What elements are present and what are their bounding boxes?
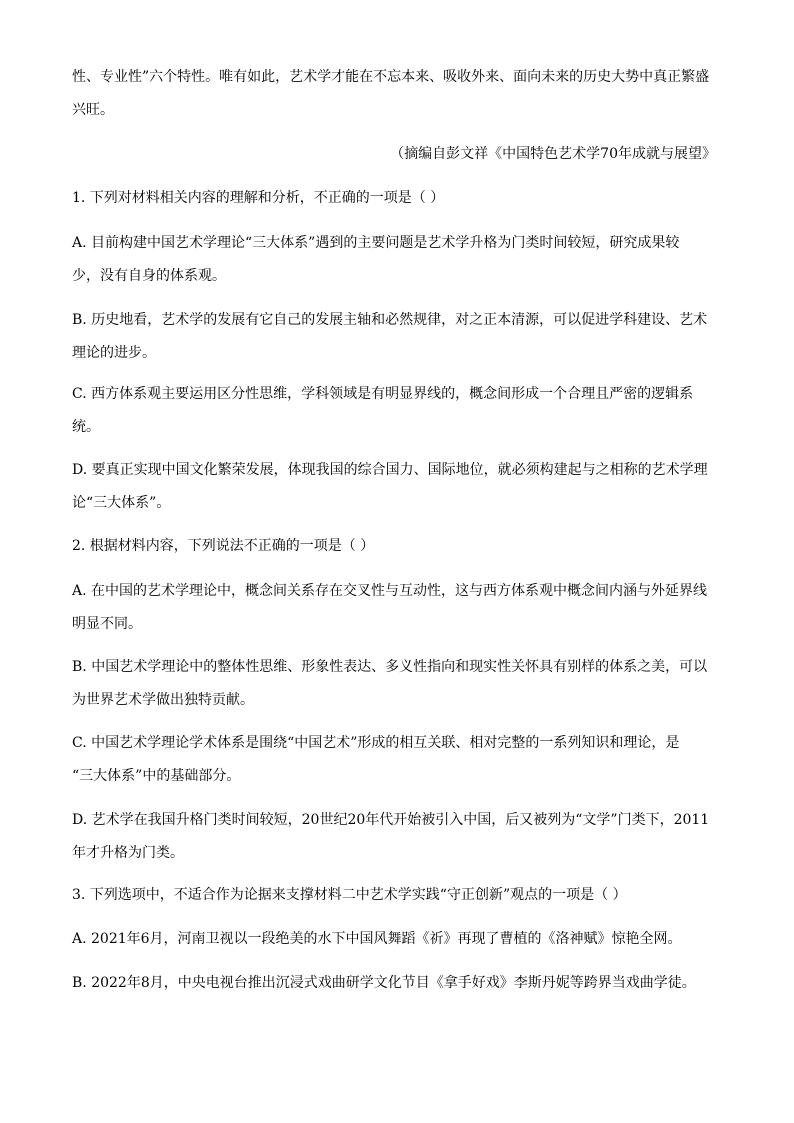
question-1-stem: 1. 下列对材料相关内容的理解和分析，不正确的一项是（ ） [72,190,445,206]
question-2-option-c-line-1: C. 中国艺术学理论学术体系是围绕“中国艺术”形成的相互关联、相对完整的一系列知识和理论，是 [72,735,680,751]
source-citation: （摘编自彭文祥《中国特色艺术学70年成就与展望》 [390,146,716,162]
question-1-option-c-line-1: C. 西方体系观主要运用区分性思维，学科领域是有明显界线的，概念间形成一个合理且严密的逻辑系 [72,386,694,402]
question-2-option-b-line-1: B. 中国艺术学理论中的整体性思维、形象性表达、多义性指向和现实性关怀具有别样的体系之美，可以 [72,659,708,675]
question-2-option-d-line-2: 年才升格为门类。 [72,845,184,861]
question-3-option-a-line-1: A. 2021年6月，河南卫视以一段绝美的水下中国风舞蹈《祈》再现了曹植的《洛神赋》惊艳全网。 [72,931,682,947]
question-1-option-a-line-2: 少，没有自身的体系观。 [72,268,226,284]
question-1-option-a-line-1: A. 目前构建中国艺术学理论“三大体系”遇到的主要问题是艺术学升格为门类时间较短，研究成果较 [72,235,680,251]
question-2-option-d-line-1: D. 艺术学在我国升格门类时间较短，20世纪20年代开始被引入中国，后又被列为“文学”门类下，2011 [72,812,710,828]
question-2-option-a-line-2: 明显不同。 [72,616,142,632]
intro-line-1: 性、专业性”六个特性。唯有如此，艺术学才能在不忘本来、吸收外来、面向未来的历史大势中真正繁盛 [72,69,710,85]
intro-line-2: 兴旺。 [72,102,114,118]
question-1-option-b-line-1: B. 历史地看，艺术学的发展有它自己的发展主轴和必然规律，对之正本清源，可以促进学科建设、艺术 [72,312,708,328]
question-1-option-d-line-1: D. 要真正实现中国文化繁荣发展，体现我国的综合国力、国际地位，就必须构建起与之相称的艺术学理 [72,462,708,478]
question-2-option-a-line-1: A. 在中国的艺术学理论中，概念间关系存在交叉性与互动性，这与西方体系观中概念间内涵与外延界线 [72,583,708,599]
question-1-option-d-line-2: 论“三大体系”。 [72,495,171,511]
question-2-option-c-line-2: “三大体系”中的基础部分。 [72,768,241,784]
question-3-stem: 3. 下列选项中，不适合作为论据来支撑材料二中艺术学实践“守正创新”观点的一项是（ ） [72,887,627,903]
question-3-option-b-line-1: B. 2022年8月，中央电视台推出沉浸式戏曲研学文化节目《拿手好戏》李斯丹妮等跨界当戏曲学徒。 [72,975,696,991]
question-2-stem: 2. 根据材料内容，下列说法不正确的一项是（ ） [72,538,375,554]
question-2-option-b-line-2: 为世界艺术学做出独特贡献。 [72,692,254,708]
question-1-option-c-line-2: 统。 [72,419,100,435]
question-1-option-b-line-2: 理论的进步。 [72,345,156,361]
